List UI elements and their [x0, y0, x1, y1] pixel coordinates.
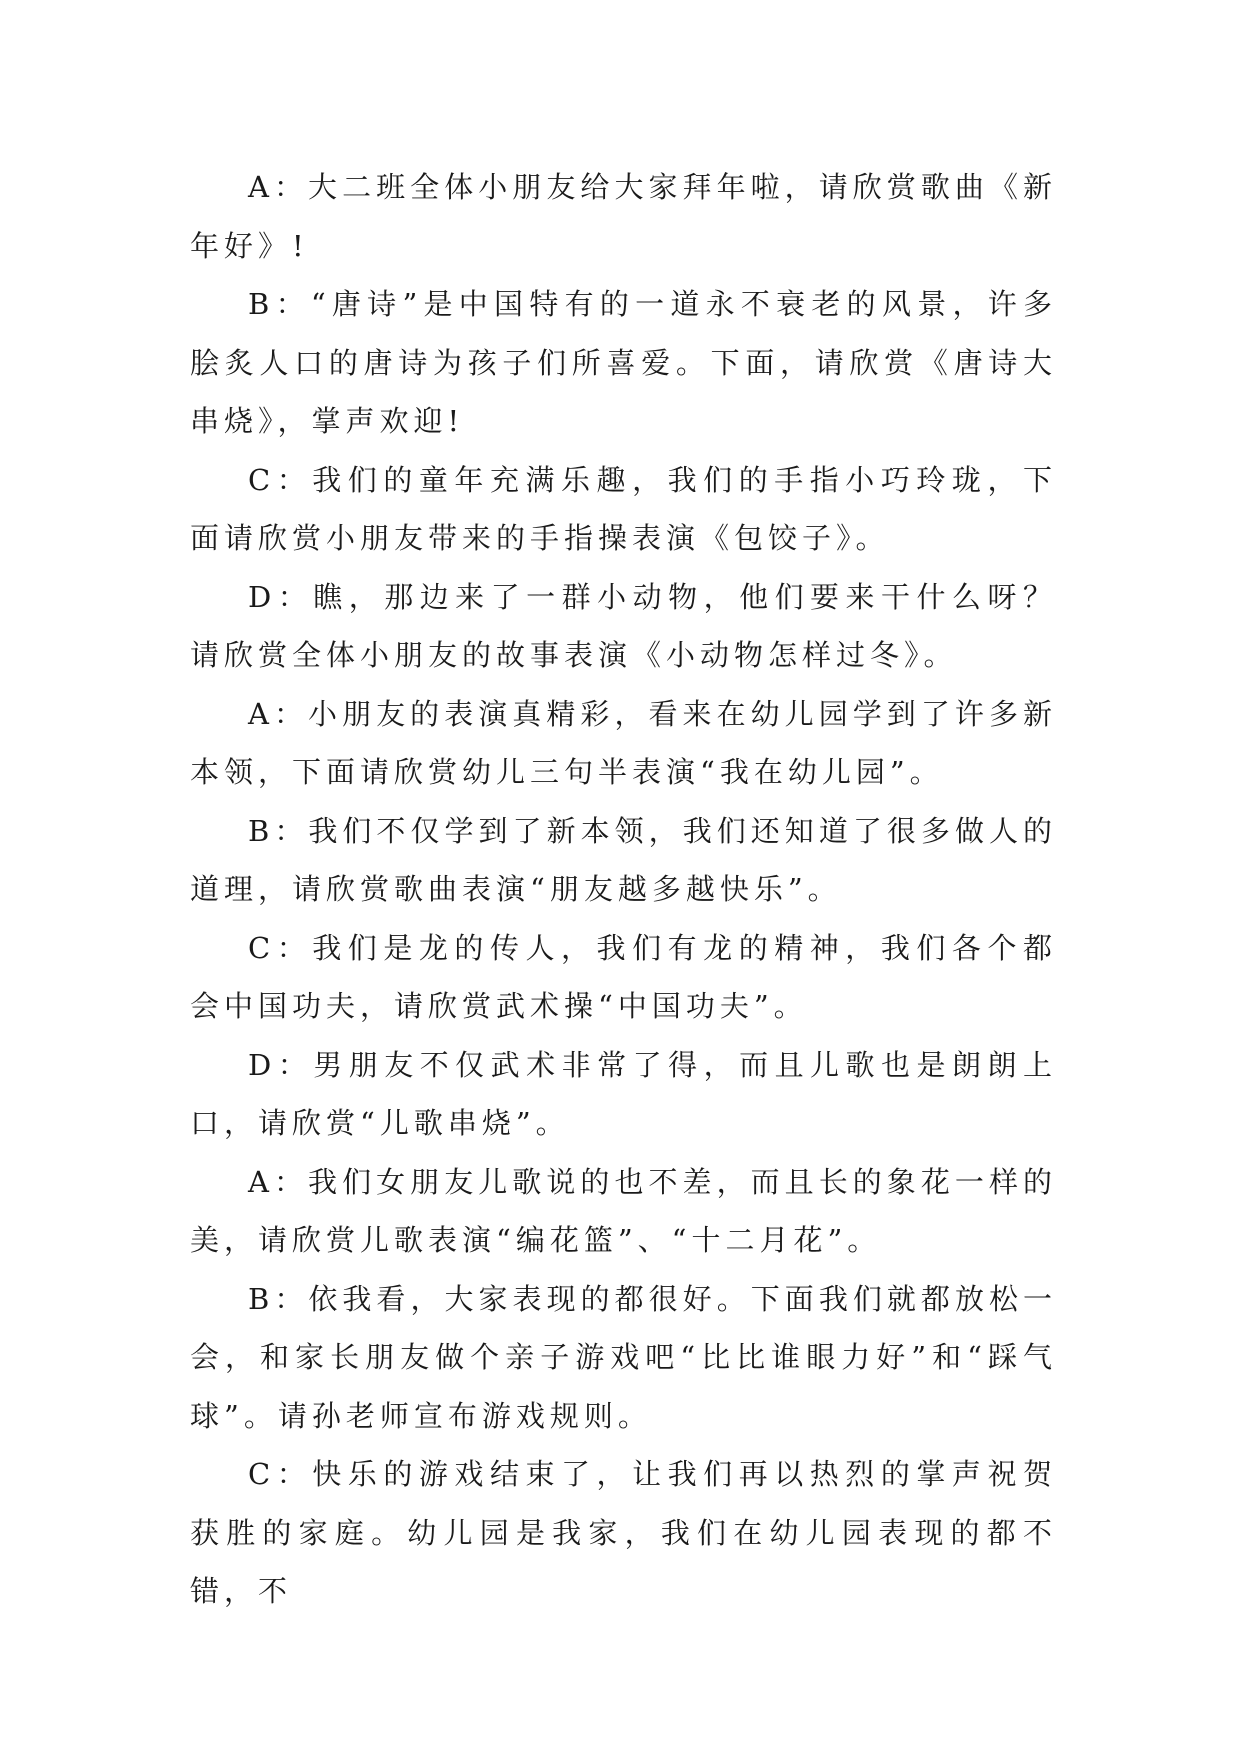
paragraph-5: A：小朋友的表演真精彩，看来在幼儿园学到了许多新本领，下面请欣赏幼儿三句半表演“我在幼儿园”。 — [190, 696, 1057, 789]
paragraph-2: B：“唐诗”是中国特有的一道永不衰老的风景，许多脍炙人口的唐诗为孩子们所喜爱。下面，请欣赏《唐诗大串烧》，掌声欢迎! — [190, 287, 1057, 438]
paragraph-10: B：依我看，大家表现的都很好。下面我们就都放松一会，和家长朋友做个亲子游戏吧“比比谁眼力好”和“踩气球”。请孙老师宣布游戏规则。 — [190, 1281, 1057, 1433]
document-body — [190, 158, 1057, 1621]
paragraph-4: D：瞧，那边来了一群小动物，他们要来干什么呀？请欣赏全体小朋友的故事表演《小动物怎样过冬》。 — [190, 579, 1057, 672]
paragraph-8: D：男朋友不仅武术非常了得，而且儿歌也是朗朗上口，请欣赏“儿歌串烧”。 — [190, 1047, 1057, 1140]
paragraph-9: A：我们女朋友儿歌说的也不差，而且长的象花一样的美，请欣赏儿歌表演“编花篮”、“十二月花”。 — [190, 1164, 1057, 1257]
paragraph-3: C：我们的童年充满乐趣，我们的手指小巧玲珑，下面请欣赏小朋友带来的手指操表演《包饺子》。 — [190, 462, 1057, 555]
paragraph-11: C：快乐的游戏结束了，让我们再以热烈的掌声祝贺获胜的家庭。幼儿园是我家，我们在幼儿园表现的都不错，不 — [190, 1457, 1057, 1608]
paragraph-1: A：大二班全体小朋友给大家拜年啦，请欣赏歌曲《新年好》! — [190, 170, 1057, 263]
paragraph-7: C：我们是龙的传人，我们有龙的精神，我们各个都会中国功夫，请欣赏武术操“中国功夫”。 — [190, 930, 1057, 1023]
paragraph-6: B：我们不仅学到了新本领，我们还知道了很多做人的道理，请欣赏歌曲表演“朋友越多越快乐”。 — [190, 813, 1057, 906]
